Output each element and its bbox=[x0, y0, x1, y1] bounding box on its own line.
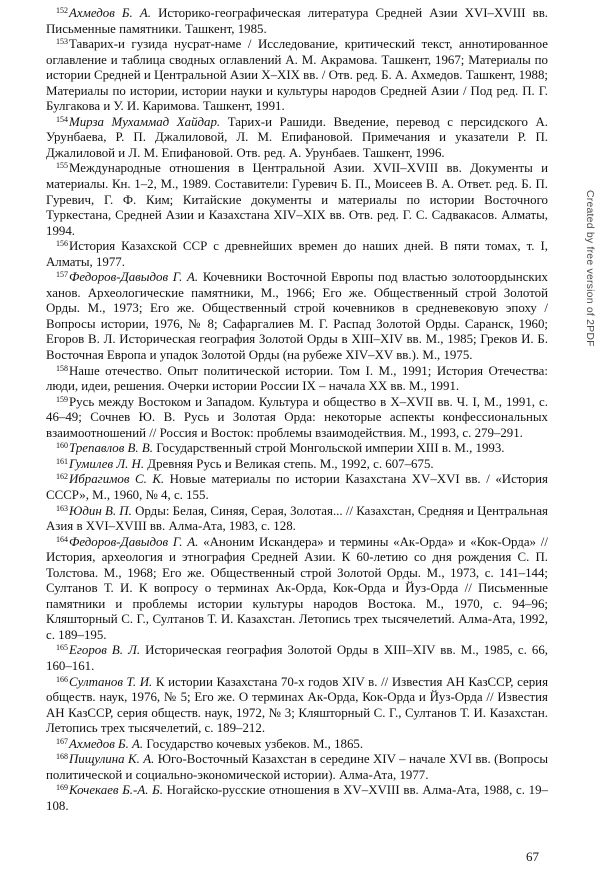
footnote-text: Новые материалы по истории Казахстана XV–XVI вв. / «История СССР», М., 1960, № 4, с. 155. bbox=[46, 472, 548, 502]
footnote-author: Ибрагимов С. К. bbox=[69, 472, 165, 487]
footnote-number: 160 bbox=[56, 441, 68, 451]
footnote-167 bbox=[46, 737, 548, 753]
footnote-text: Государство кочевых узбеков. М., 1865. bbox=[143, 736, 364, 751]
footnote-author: Егоров В. Л. bbox=[69, 643, 141, 658]
footnote-number: 167 bbox=[56, 736, 68, 746]
footnote-160 bbox=[46, 441, 548, 457]
footnote-text: «Аноним Искандера» и термины «Ак-Орда» и «Кок-Орда» // История, археология и этнография Средней Азии. К 60-летию со дня рождения С. П. Толстова. М., 1968; Его же. Общественный строй Золотой Орды. М., 1973, с. 141–144; Султанов Т. И. К вопросу о терминах Ак-Орда, Кок-Орда и Йуз-Орда // Письменные памятники и проблемы истории культуры народов Востока. М., 1970, с. 94–96; Кляшторный С. Г., Султанов Т. И. Казахстан. Летопись трех тысячелетий. Алма-Ата, 1992, с. 189–195. bbox=[46, 534, 548, 642]
footnote-155 bbox=[46, 161, 548, 239]
footnote-author: Мирза Мухаммад Хайдар. bbox=[69, 114, 221, 129]
footnote-number: 162 bbox=[56, 472, 68, 482]
footnote-text: История Казахской ССР с древнейших времен до наших дней. В пяти томах, т. I, Алматы, 1977. bbox=[46, 239, 548, 269]
footnote-153 bbox=[46, 37, 548, 115]
footnote-157 bbox=[46, 270, 548, 363]
footnote-number: 158 bbox=[56, 363, 68, 373]
footnote-number: 168 bbox=[56, 752, 68, 762]
footnote-number: 163 bbox=[56, 503, 68, 513]
footnote-158 bbox=[46, 364, 548, 395]
footnote-162 bbox=[46, 472, 548, 503]
footnote-text: Наше отечество. Опыт политической истории. Том I. М., 1991; История Отечества: люди, идеи, решения. Очерки истории России IX – начала XX вв. М., 1991. bbox=[46, 363, 548, 394]
pdf-watermark: Created by free version of 2PDF bbox=[584, 190, 596, 347]
footnote-author: Ахмедов Б. А. bbox=[69, 6, 151, 20]
footnote-number: 153 bbox=[56, 37, 68, 47]
footnote-165 bbox=[46, 643, 548, 674]
footnote-164 bbox=[46, 535, 548, 644]
footnote-text: Юго-Восточный Казахстан в середине XIV – начале XVI вв. (Вопросы политической и социально-экономической истории). Алма-Ата, 1977. bbox=[46, 752, 548, 782]
footnote-text: Международные отношения в Центральной Азии. XVII–XVIII вв. Документы и материалы. Кн. 1–2, М., 1989. Составители: Гуревич Б. П., Моисеев В. А. Ответ. ред. Б. П. Гуревич, Г. Ф. Ким; Китайские документы и материалы по истории Восточного Туркестана, Средней Азии и Казахстана XIV–XIX вв. Отв. ред. Г. С. Садвакасов. Алматы, 1994. bbox=[46, 161, 548, 238]
footnote-number: 155 bbox=[56, 161, 68, 171]
footnote-154 bbox=[46, 115, 548, 162]
footnote-166 bbox=[46, 675, 548, 737]
footnote-number: 169 bbox=[56, 783, 68, 793]
footnote-169 bbox=[46, 783, 548, 814]
footnote-text: Таварих-и гузида нусрат-наме / Исследование, критический текст, аннотированное оглавление и таблица сводных оглавлений А. М. Акрамова. Ташкент, 1967; Материалы по истории Средней и Центральной Азии X–XIX вв. / Отв. ред. Б. А. Ахмедов. Ташкент, 1988; Материалы по истории, истории науки и культуры народов Средней Азии / Под ред. П. Г. Булгакова и У. И. Каримова. Ташкент, 1991. bbox=[46, 37, 548, 114]
footnote-number: 157 bbox=[56, 270, 68, 280]
page-number: 67 bbox=[526, 849, 539, 864]
footnote-author: Федоров-Давыдов Г. А. bbox=[69, 270, 199, 285]
footnote-156 bbox=[46, 239, 548, 270]
footnote-163 bbox=[46, 504, 548, 535]
footnote-author: Гумилев Л. Н. bbox=[69, 456, 145, 471]
footnote-161 bbox=[46, 457, 548, 473]
footnote-159 bbox=[46, 395, 548, 442]
footnote-text: Историко-географическая литература Средней Азии XVI–XVIII вв. Письменные памятники. Ташкент, 1985. bbox=[46, 6, 549, 36]
footnote-text: Русь между Востоком и Западом. Культура и общество в X–XVII вв. Ч. I, М., 1991, с. 46–49; Сочнев Ю. В. Русь и Золотая Орда: некоторые аспекты конфессиональных взаимоотношений // Россия и Восток: проблемы взаимодействия. М., 1993, с. 279–291. bbox=[46, 394, 548, 440]
footnote-number: 166 bbox=[56, 674, 68, 684]
footnote-author: Трепавлов В. В. bbox=[69, 441, 153, 456]
footnote-author: Пищулина К. А. bbox=[69, 752, 155, 767]
footnote-author: Юдин В. П. bbox=[69, 503, 132, 518]
footnote-number: 152 bbox=[56, 6, 68, 15]
footnote-author: Ахмедов Б. А. bbox=[69, 736, 144, 751]
footnote-152 bbox=[46, 6, 548, 37]
footnote-text: Тарих-и Рашиди. Введение, перевод с персидского А. Урунбаева, Р. П. Джалиловой, Л. М. Епифановой. Примечания и указатели Р. П. Джалиловой и Л. М. Епифановой. Отв. ред. А. Урунбаев. Ташкент, 1996. bbox=[46, 114, 548, 160]
footnote-text: К истории Казахстана 70-х годов XIV в. // Известия АН КазССР, серия обществ. наук, 1976, № 5; Его же. О терминах Ак-Орда, Кок-Орда и Йуз-Орда // Известия АН КазССР, серия обществ. наук, 1972, № 3; Кляшторный С. Г., Султанов Т. И. Казахстан. Летопись трех тысячелетий, с. 189–212. bbox=[46, 674, 549, 736]
footnote-author: Султанов Т. И. bbox=[69, 674, 153, 689]
footnote-text: Историческая география Золотой Орды в XIII–XIV вв. М., 1985, с. 66, 160–161. bbox=[46, 643, 548, 673]
footnote-number: 164 bbox=[56, 534, 68, 544]
footnote-text: Древняя Русь и Великая степь. М., 1992, с. 607–675. bbox=[144, 456, 434, 471]
footnote-text: Ногайско-русские отношения в XV–XVIII вв. Алма-Ата, 1988, с. 19–108. bbox=[46, 783, 548, 813]
footnote-number: 161 bbox=[56, 456, 68, 466]
footnote-text: Кочевники Восточной Европы под властью золотоордынских ханов. Археологические памятники, М., 1966; Его же. Общественный строй Золотой Орды. М., 1973; Его же. Общественный строй кочевников в средневековую эпоху / Вопросы истории, 1976, № 8; Сафаргалиев М. Г. Распад Золотой Орды. Саранск, 1960; Егоров В. Л. Историческая география Золотой Орды в XIII–XIV вв. М., 1985; Греков И. Б. Восточная Европа и упадок Золотой Орды (на рубеже XIV–XV вв.). М., 1975. bbox=[46, 270, 548, 363]
footnotes-list bbox=[46, 6, 548, 814]
footnote-number: 165 bbox=[56, 643, 68, 653]
footnote-author: Кочекаев Б.-А. Б. bbox=[69, 783, 163, 798]
footnote-text: Орды: Белая, Синяя, Серая, Золотая... // Казахстан, Средняя и Центральная Азия в XVI–XVIII вв. Алма-Ата, 1983, с. 128. bbox=[46, 503, 548, 534]
footnote-number: 159 bbox=[56, 394, 68, 404]
footnote-number: 156 bbox=[56, 239, 68, 249]
footnote-number: 154 bbox=[56, 114, 68, 124]
footnote-author: Федоров-Давыдов Г. А. bbox=[69, 534, 199, 549]
footnote-168 bbox=[46, 752, 548, 783]
footnote-text: Государственный строй Монгольской империи XIII в. М., 1993. bbox=[152, 441, 505, 456]
